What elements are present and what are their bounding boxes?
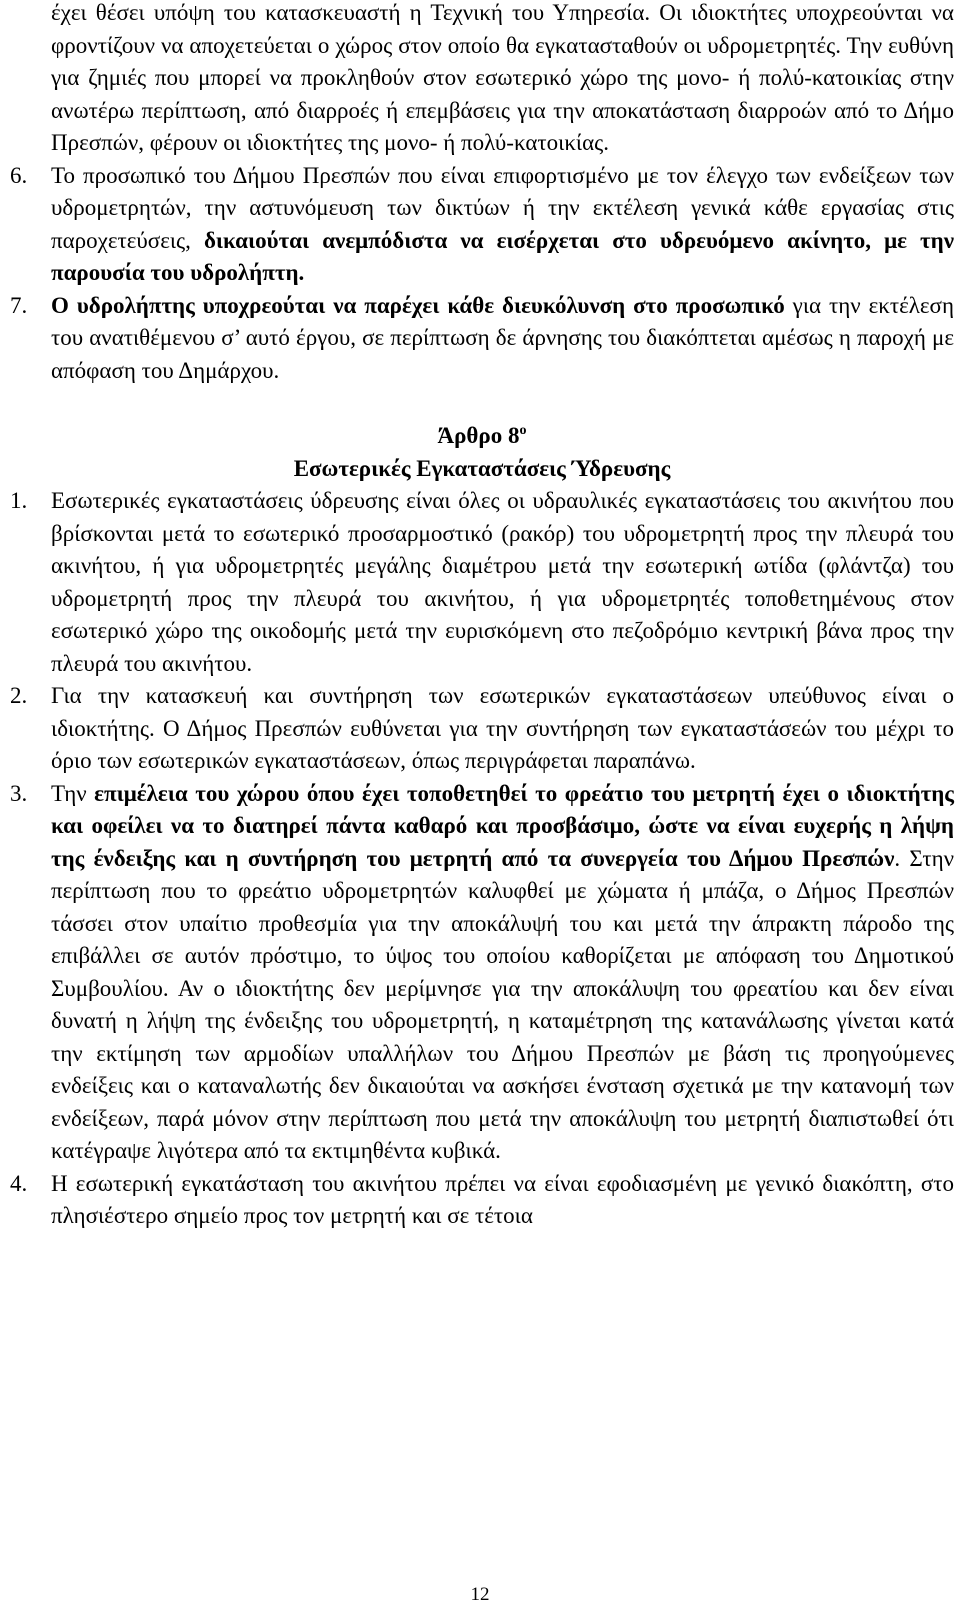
list-item-1 <box>10 485 954 680</box>
list-item-bold-text: δικαιούται ανεμπόδιστα να εισέρχεται στο υδρευόμενο ακίνητο, με την παρουσία του υδρολήπτη. <box>51 227 954 285</box>
list-item-number: 1. <box>10 488 28 513</box>
list-item-4 <box>10 1168 954 1233</box>
article-superscript: ο <box>519 423 527 438</box>
list-item-text: Εσωτερικές εγκαταστάσεις ύδρευσης είναι όλες οι υδραυλικές εγκαταστάσεις του ακινήτου που βρίσκονται μετά το εσωτερικό προσαρμοστικό (ρακόρ) του υδρομετρητή προς την πλευρά του ακινήτου, ή για υδρομετρητές μεγάλης διαμέτρου μετά την εσωτερική ωτίδα (φλάντζα) του υδρομετρητή προς την πλευρά του ακινήτου, ή για υδρομετρητές τοποθετημένους στον εσωτερικό χώρο της οικοδομής μετά την ευρισκόμενη στο πεζοδρόμιο κεντρική βάνα προς την πλευρά του ακινήτου. <box>51 488 954 676</box>
list-item-number: 6. <box>10 162 28 188</box>
list-item-number: 2. <box>10 683 28 708</box>
list-item-text: Την <box>51 780 95 806</box>
article-title: Εσωτερικές Εγκαταστάσεις Ύδρευσης <box>293 455 671 481</box>
list-item-number: 4. <box>10 1170 28 1196</box>
page-number: 12 <box>470 1584 490 1605</box>
list-item-2 <box>10 680 954 778</box>
list-item-6 <box>10 160 954 290</box>
article-label: Άρθρο 8 <box>437 423 520 448</box>
list-item-7 <box>10 290 954 388</box>
list-item-3 <box>10 778 954 1168</box>
intro-paragraph: έχει θέσει υπόψη του κατασκευαστή η Τεχνική του Υπηρεσία. Οι ιδιοκτήτες υποχρεούνται να φροντίζουν να αποχετεύεται ο χώρος στον οποίο θα εγκατασταθούν οι υδρομετρητές. Την ευθύνη για ζημιές που μπορεί να προκληθούν στον εσωτερικό χώρο της μονο- ή πολύ-κατοικίας στην ανωτέρω περίπτωση, από διαρροές ή επεμβάσεις για την αποκατάσταση διαρροών από το Δήμο Πρεσπών, φέρουν οι ιδιοκτήτες της μονο- ή πολύ-κατοικίας. <box>51 0 954 155</box>
article-heading <box>10 420 954 453</box>
list-item-text: για την εκτέλεση του ανατιθέμενου σ’ αυτό έργου, σε περίπτωση δε άρνησης του διακόπτεται αμέσως η παροχή με απόφαση του Δημάρχου. <box>51 292 954 383</box>
spacer <box>10 387 954 420</box>
list-item-text: Το προσωπικό του Δήμου Πρεσπών που είναι επιφορτισμένο με τον έλεγχο των ενδείξεων των υδρομετρητών, την αστυνόμευση των δικτύων ή την εκτέλεση γενικά κάθε εργασίας στις παροχετεύσεις, <box>51 162 954 253</box>
list-item-text: Η εσωτερική εγκατάσταση του ακινήτου πρέπει να είναι εφοδιασμένη με γενικό διακόπτη, στο πλησιέστερο σημείο προς τον μετρητή και σε τέτοια <box>51 1170 954 1228</box>
list-item-bold-text: επιμέλεια του χώρου όπου έχει τοποθετηθεί το φρεάτιο του μετρητή έχει ο ιδιοκτήτης και οφείλει να το διατηρεί πάντα καθαρό και προσβάσιμο, ώστε να είναι ευχερής η λήψη της ένδειξης και η συντήρηση του μετρητή από τα συνεργεία του Δήμου Πρεσπών <box>51 780 954 871</box>
list-item-bold-text: Ο υδρολήπτης υποχρεούται να παρέχει κάθε διευκόλυνση στο προσωπικό <box>51 292 785 318</box>
list-item-text: Για την κατασκευή και συντήρηση των εσωτερικών εγκαταστάσεων υπεύθυνος είναι ο ιδιοκτήτης. Ο Δήμος Πρεσπών ευθύνεται για την συντήρηση των εγκαταστάσεών του μέχρι το όριο των εσωτερικών εγκαταστάσεων, όπως περιγράφεται παραπάνω. <box>51 683 954 773</box>
list-item-number: 3. <box>10 780 28 806</box>
list-item-number: 7. <box>10 292 28 318</box>
document-body <box>10 0 954 1233</box>
list-item-text: . Στην περίπτωση που το φρεάτιο υδρομετρητών καλυφθεί με χώματα ή μπάζα, ο Δήμος Πρεσπών τάσσει στον υπαίτιο προθεσμία για την αποκάλυψή του και μετά την άπρακτη πάροδο της επιβάλλει σε αυτόν πρόστιμο, το ύψος του οποίου καθορίζεται με απόφαση του Δημοτικού Συμβουλίου. Αν ο ιδιοκτήτης δεν μερίμνησε για την αποκάλυψη του φρεατίου και δεν είναι δυνατή η λήψη της ένδειξης του υδρομετρητή, η καταμέτρηση της κατανάλωσης γίνεται κατά την εκτίμηση των αρμοδίων υπαλλήλων του Δήμου Πρεσπών με βάση τις προηγούμενες ενδείξεις και ο καταναλωτής δεν δικαιούται να ασκήσει ένσταση σχετικά με την κατανομή των ενδείξεων, παρά μόνον στην περίπτωση που μετά την αποκάλυψη του μετρητή διαπιστωθεί ότι κατέγραψε λιγότερα από τα εκτιμηθέντα κυβικά. <box>51 845 954 1163</box>
